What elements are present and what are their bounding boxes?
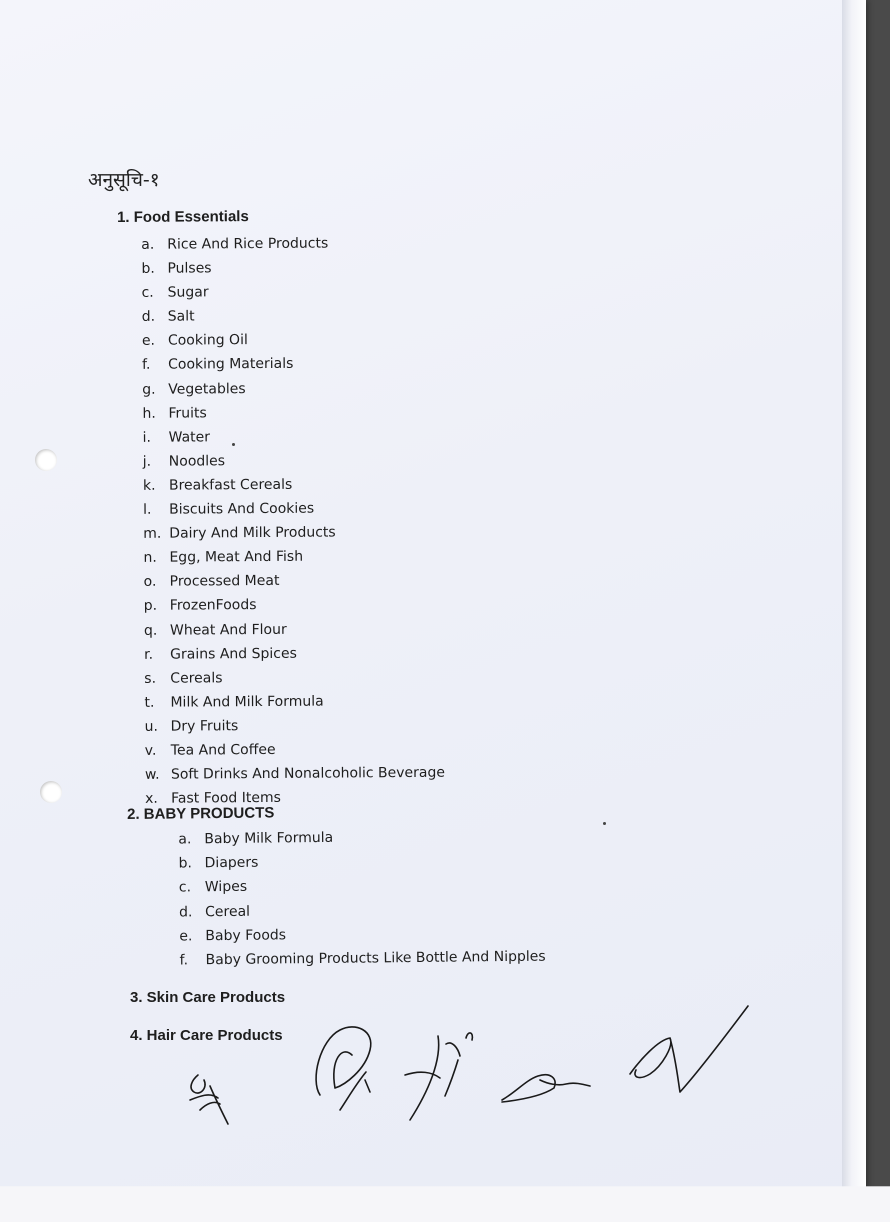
list-item xyxy=(143,544,443,570)
list-marker: l. xyxy=(143,501,152,518)
signature-1 xyxy=(190,1075,228,1124)
item-list xyxy=(141,231,445,811)
list-marker: r. xyxy=(144,646,154,663)
list-item xyxy=(142,279,442,305)
list-item xyxy=(144,689,444,715)
punch-hole-bottom xyxy=(40,781,62,803)
list-item xyxy=(143,423,443,449)
list-marker: e. xyxy=(179,928,193,945)
list-item xyxy=(144,568,444,594)
list-marker: j. xyxy=(142,453,152,470)
list-item-text: Cereals xyxy=(170,669,223,687)
list-marker: w. xyxy=(144,766,160,783)
list-marker: m. xyxy=(143,525,162,542)
list-item-text: Milk And Milk Formula xyxy=(170,693,324,711)
list-marker: h. xyxy=(142,405,156,422)
list-marker: d. xyxy=(141,309,156,326)
list-item xyxy=(142,375,442,401)
list-item xyxy=(141,255,441,281)
list-item-text: Grains And Spices xyxy=(170,645,297,663)
list-marker: c. xyxy=(141,284,154,302)
signatures xyxy=(170,1000,770,1140)
list-item xyxy=(145,761,445,787)
list-item xyxy=(143,472,443,498)
list-item xyxy=(144,616,444,642)
list-marker: n. xyxy=(143,549,157,567)
list-item-text: Diapers xyxy=(204,854,259,872)
list-item-text: Vegetables xyxy=(168,380,246,398)
list-item-text: Water xyxy=(168,429,211,446)
list-item xyxy=(144,664,444,690)
list-marker: f. xyxy=(179,952,189,969)
list-item-text: Biscuits And Cookies xyxy=(169,500,315,518)
list-item xyxy=(179,945,545,973)
list-item-text: Noodles xyxy=(168,453,226,470)
list-item xyxy=(144,640,444,666)
section-title: 4. Hair Care Products xyxy=(130,1027,283,1044)
section-baby-products xyxy=(127,802,546,973)
signature-3 xyxy=(405,1033,472,1120)
list-item xyxy=(143,448,443,474)
list-marker: f. xyxy=(142,357,151,374)
list-item-text: Cooking Materials xyxy=(168,356,294,374)
list-item-text: Dairy And Milk Products xyxy=(169,524,336,542)
list-item xyxy=(144,592,444,618)
list-marker: k. xyxy=(142,477,156,494)
list-item-text: Egg, Meat And Fish xyxy=(169,548,304,566)
list-item-text: FrozenFoods xyxy=(169,597,257,615)
list-item xyxy=(142,327,442,353)
list-marker: s. xyxy=(144,670,157,687)
list-item-text: Baby Grooming Products Like Bottle And Nipples xyxy=(205,948,546,969)
section-title: 2. BABY PRODUCTS xyxy=(127,804,275,823)
list-item-text: Fruits xyxy=(168,405,207,422)
section-title: 1. Food Essentials xyxy=(117,208,249,226)
list-marker: u. xyxy=(144,718,158,735)
list-item xyxy=(142,351,442,377)
list-marker: g. xyxy=(142,381,156,398)
list-item-text: Processed Meat xyxy=(169,573,280,590)
list-item-text: Rice And Rice Products xyxy=(167,235,329,253)
list-item xyxy=(143,496,443,522)
list-item-text: Baby Milk Formula xyxy=(204,829,334,848)
list-marker: x. xyxy=(145,790,158,807)
list-marker: o. xyxy=(143,574,157,591)
list-item-text: Wipes xyxy=(204,879,248,896)
item-list xyxy=(178,824,546,973)
list-marker: a. xyxy=(141,236,155,253)
list-marker: q. xyxy=(143,622,158,639)
list-item xyxy=(142,303,442,329)
punch-hole-top xyxy=(35,449,57,471)
page-heading: अनुसूचि-१ xyxy=(88,169,160,191)
list-marker: b. xyxy=(141,260,155,277)
ink-speck xyxy=(603,822,606,825)
list-item xyxy=(143,520,443,546)
list-marker: i. xyxy=(142,429,151,446)
scan-edge xyxy=(0,1162,890,1222)
list-item-text: Breakfast Cereals xyxy=(168,476,293,494)
list-item-text: Fast Food Items xyxy=(171,790,281,807)
list-marker: p. xyxy=(143,598,158,615)
list-item-text: Dry Fruits xyxy=(170,718,239,735)
list-marker: e. xyxy=(141,333,156,350)
signature-2 xyxy=(316,1027,371,1110)
list-item xyxy=(142,399,442,425)
page-fold-edge xyxy=(842,0,866,1222)
list-item xyxy=(141,231,441,257)
section-title: 3. Skin Care Products xyxy=(130,989,286,1006)
list-item-text: Cereal xyxy=(205,903,251,920)
list-item-text: Cooking Oil xyxy=(167,332,248,350)
signature-5 xyxy=(630,1006,748,1092)
list-marker: a. xyxy=(178,831,192,848)
list-marker: d. xyxy=(179,903,193,921)
section-food-essentials xyxy=(117,207,445,811)
list-item-text: Wheat And Flour xyxy=(169,621,287,639)
list-marker: v. xyxy=(144,742,157,759)
list-marker: b. xyxy=(178,855,193,872)
list-item-text: Tea And Coffee xyxy=(170,741,276,759)
list-item-text: Baby Foods xyxy=(205,927,287,944)
list-item xyxy=(145,713,445,739)
list-item-text: Soft Drinks And Nonalcoholic Beverage xyxy=(170,764,445,783)
list-item xyxy=(145,737,445,763)
list-marker: t. xyxy=(144,694,155,711)
list-item-text: Sugar xyxy=(167,284,209,301)
list-item-text: Salt xyxy=(167,308,195,325)
list-item-text: Pulses xyxy=(167,260,212,277)
list-marker: c. xyxy=(178,879,192,896)
signature-4 xyxy=(502,1075,590,1102)
